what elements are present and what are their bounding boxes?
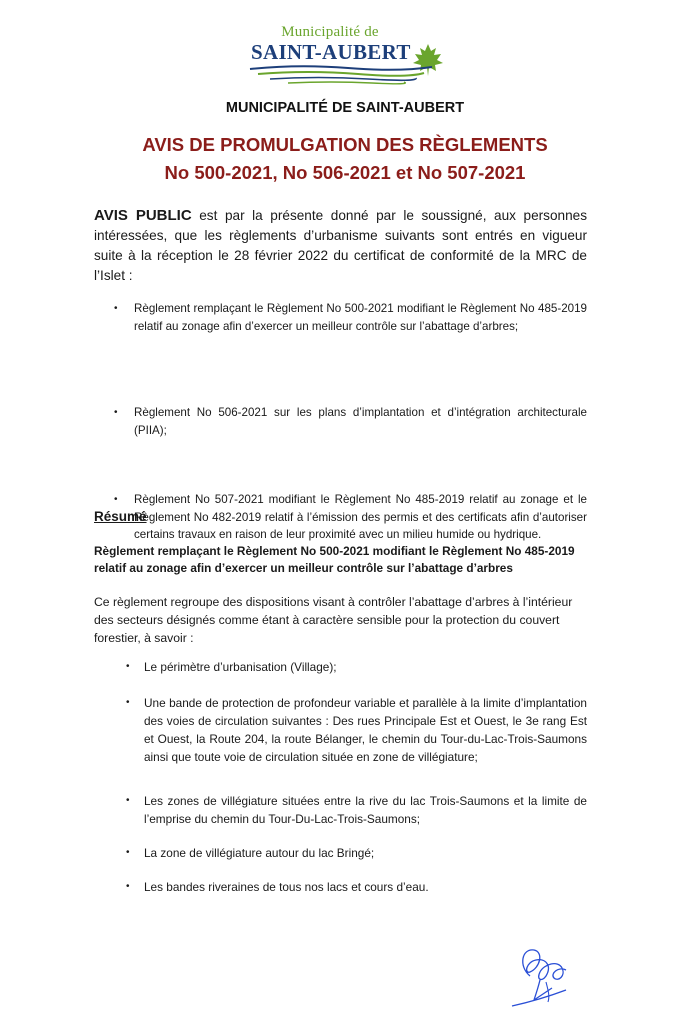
sector-text: La zone de villégiature autour du lac Bringé;	[144, 846, 375, 860]
logo-top-text: Municipalité de	[281, 24, 379, 40]
public-notice-lead: AVIS PUBLIC	[94, 207, 192, 224]
list-item	[94, 694, 587, 766]
list-item	[94, 300, 587, 335]
regulation-text: Règlement No 506-2021 sur les plans d’implantation et d’intégration architecturale (PIIA);	[134, 406, 587, 437]
bullet-icon: •	[126, 697, 130, 708]
bullet-icon: •	[126, 661, 130, 672]
sector-text: Le périmètre d’urbanisation (Village);	[144, 660, 337, 674]
summary-paragraph: Ce règlement regroupe des dispositions visant à contrôler l’abattage d’arbres à l’intérieur des secteurs désignés comme étant à caractère sensible pour la protection du couvert forestier, à savoir :	[94, 595, 573, 645]
sector-text: Une bande de protection de profondeur variable et parallèle à la limite d’implantation des voies de circulation suivantes : Des rues Principale Est et Ouest, le 3e rang Est et Ouest, la Route 204, la route Bélanger, le chemin du Tour-du-Lac-Trois-Saumons ainsi que toute voie de circulation située en zone de villégiature;	[144, 696, 587, 764]
list-item	[94, 404, 587, 439]
list-item	[94, 792, 587, 828]
intro-text: est par la présente donné par le soussigné, aux personnes intéressées, que les règlements d’urbanisme suivants sont entrés en vigueur suite à la réception le 28 février 2022 du certificat de conformité de la MRC de l’Islet :	[94, 208, 587, 283]
list-item	[94, 658, 587, 676]
notice-title-line-1: AVIS DE PROMULGATION DES RÈGLEMENTS	[142, 134, 548, 155]
intro-paragraph	[94, 206, 587, 286]
notice-title-line-2: No 500-2021, No 506-2021 et No 507-2021	[164, 162, 526, 183]
bullet-icon: •	[126, 847, 130, 858]
logo-main-text: SAINT-AUBERT	[251, 40, 411, 64]
organization-title: MUNICIPALITÉ DE SAINT-AUBERT	[225, 100, 465, 116]
sector-text: Les bandes riveraines de tous nos lacs et cours d’eau.	[144, 880, 429, 894]
handwritten-signature	[500, 936, 590, 1008]
summary-heading: Résumé	[94, 509, 147, 524]
summary-subheading: Règlement remplaçant le Règlement No 500-2021 modifiant le Règlement No 485-2019 relatif au zonage afin d’exercer un meilleur contrôle sur l’abattage d’arbres	[94, 544, 575, 575]
list-item	[94, 878, 587, 896]
list-item	[94, 491, 587, 544]
bullet-icon: •	[114, 303, 118, 314]
list-item	[94, 844, 587, 862]
water-waves-icon	[248, 64, 434, 86]
regulation-text: Règlement remplaçant le Règlement No 500-2021 modifiant le Règlement No 485-2019 relatif au zonage afin d’exercer un meilleur contrôle sur l’abattage d’arbres;	[134, 302, 587, 333]
sector-text: Les zones de villégiature situées entre la rive du lac Trois-Saumons et la limite de l’emprise du chemin du Tour-Du-Lac-Trois-Saumons;	[144, 794, 587, 826]
bullet-icon: •	[126, 795, 130, 806]
bullet-icon: •	[114, 407, 118, 418]
regulation-text: Règlement No 507-2021 modifiant le Règlement No 485-2019 relatif au zonage et le Règlement No 482-2019 relatif à l’émission des permis et des certificats afin d’autoriser certains travaux en raison de leur proximité avec un milieu humide ou hydrique.	[134, 493, 587, 541]
bullet-icon: •	[114, 494, 118, 505]
bullet-icon: •	[126, 881, 130, 892]
municipality-logo	[238, 8, 454, 84]
